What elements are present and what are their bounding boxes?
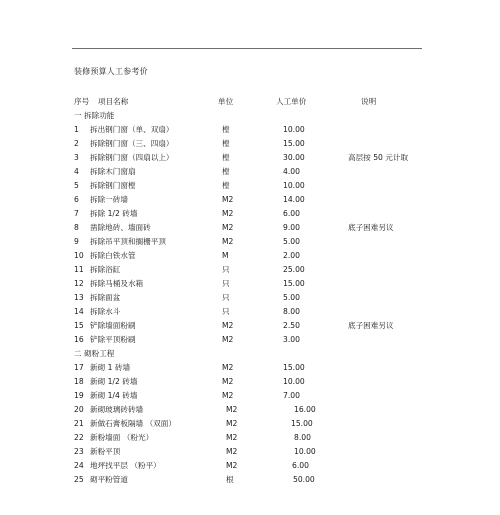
row-price: 2.00 <box>283 251 300 260</box>
row-seq: 18 <box>74 377 84 386</box>
row-unit: 樘 <box>222 125 230 134</box>
table-row <box>0 291 500 304</box>
document-title: 装修预算人工参考价 <box>74 67 148 76</box>
row-name: 地坪找平层 （粉平） <box>90 461 161 470</box>
table-row <box>0 459 500 472</box>
row-seq: 23 <box>74 447 84 456</box>
table-row <box>0 277 500 290</box>
row-name: 铲除平顶粉刷 <box>90 335 136 344</box>
row-seq: 25 <box>74 475 84 484</box>
table-row <box>0 445 500 458</box>
table-row <box>0 403 500 416</box>
row-name: 铲除墙面粉刷 <box>90 321 136 330</box>
section-masonry: 二 砌粉工程 <box>74 349 115 358</box>
row-unit: 樘 <box>222 153 230 162</box>
table-row <box>0 193 500 206</box>
row-name: 新砌玻璃砖砖墙 <box>90 405 144 414</box>
row-unit: M2 <box>222 391 234 400</box>
section-demolition: 一 拆除功能 <box>74 111 115 120</box>
row-seq: 22 <box>74 433 84 442</box>
row-seq: 19 <box>74 391 84 400</box>
table-row <box>0 137 500 150</box>
row-seq: 10 <box>74 251 84 260</box>
row-price: 3.00 <box>283 335 300 344</box>
row-price: 15.00 <box>283 139 305 148</box>
row-unit: M2 <box>222 335 234 344</box>
row-name: 拆除 1/2 砖墙 <box>90 209 138 218</box>
row-note: 底子困难另议 <box>348 321 394 330</box>
row-unit: 只 <box>222 293 230 302</box>
row-price: 6.00 <box>292 461 309 470</box>
table-row <box>0 417 500 430</box>
row-price: 6.00 <box>283 209 300 218</box>
row-name: 拆除钢门窗（三、四扇） <box>90 139 174 148</box>
row-price: 15.00 <box>283 279 305 288</box>
row-seq: 16 <box>74 335 84 344</box>
table-row <box>0 473 500 486</box>
row-name: 拆除白铁水管 <box>90 251 136 260</box>
row-unit: M2 <box>222 363 234 372</box>
row-unit: 只 <box>222 307 230 316</box>
row-price: 5.00 <box>283 237 300 246</box>
row-price: 50.00 <box>293 475 315 484</box>
table-row <box>0 431 500 444</box>
row-name: 新粉墙面 （粉光） <box>90 433 154 442</box>
table-row <box>0 221 500 234</box>
table-row <box>0 333 500 346</box>
row-name: 砌平粉管道 <box>90 475 128 484</box>
row-seq: 1 <box>74 125 79 134</box>
row-name: 拆除钢门窗（四扇以上） <box>90 153 174 162</box>
row-seq: 3 <box>74 153 79 162</box>
row-price: 30.00 <box>283 153 305 162</box>
row-note: 底子困难另议 <box>348 223 394 232</box>
row-name: 拆除一砖墙 <box>90 195 128 204</box>
row-price: 10.00 <box>283 125 305 134</box>
row-name: 新砌 1 砖墙 <box>90 363 131 372</box>
row-name: 拆除马桶及水箱 <box>90 279 144 288</box>
row-seq: 24 <box>74 461 84 470</box>
table-row <box>0 151 500 164</box>
row-seq: 5 <box>74 181 79 190</box>
row-price: 10.00 <box>283 377 305 386</box>
header-unit: 单位 <box>218 97 234 106</box>
row-seq: 13 <box>74 293 84 302</box>
row-name: 拆除木门窗扇 <box>90 167 136 176</box>
row-seq: 20 <box>74 405 84 414</box>
row-unit: M2 <box>226 419 238 428</box>
row-unit: 根 <box>226 475 234 484</box>
row-name: 凿除地砖、墙面砖 <box>90 223 151 232</box>
table-row <box>0 165 500 178</box>
row-seq: 14 <box>74 307 84 316</box>
top-rule <box>72 48 422 49</box>
row-name: 新做石膏板隔墙 （双面） <box>90 419 176 428</box>
row-unit: M2 <box>226 461 238 470</box>
row-name: 新砌 1/4 砖墙 <box>90 391 138 400</box>
row-seq: 11 <box>74 265 84 274</box>
table-row <box>0 235 500 248</box>
row-seq: 15 <box>74 321 84 330</box>
row-unit: M2 <box>226 433 238 442</box>
table-row <box>0 389 500 402</box>
row-unit: 樘 <box>222 139 230 148</box>
table-row <box>0 319 500 332</box>
row-name: 拆除吊平顶和搁栅平顶 <box>90 237 166 246</box>
table-row <box>0 249 500 262</box>
row-price: 10.00 <box>283 181 305 190</box>
table-row <box>0 207 500 220</box>
row-price: 25.00 <box>283 265 305 274</box>
row-unit: M2 <box>226 405 238 414</box>
row-price: 16.00 <box>294 405 316 414</box>
row-name: 拆出钢门窗（单、双扇） <box>90 125 174 134</box>
row-price: 5.00 <box>283 293 300 302</box>
row-unit: M <box>222 251 229 260</box>
table-row <box>0 123 500 136</box>
row-seq: 4 <box>74 167 79 176</box>
row-unit: M2 <box>226 447 238 456</box>
row-price: 2.50 <box>283 321 300 330</box>
row-seq: 2 <box>74 139 79 148</box>
row-price: 15.00 <box>291 419 313 428</box>
row-price: 10.00 <box>294 447 316 456</box>
row-unit: M2 <box>222 237 234 246</box>
header-seq: 序号 <box>74 97 90 106</box>
row-unit: 樘 <box>222 167 230 176</box>
row-unit: 樘 <box>222 181 230 190</box>
row-unit: M2 <box>222 209 234 218</box>
row-unit: 只 <box>222 265 230 274</box>
row-name: 新砌 1/2 砖墙 <box>90 377 138 386</box>
row-price: 15.00 <box>283 363 305 372</box>
row-price: 14.00 <box>283 195 305 204</box>
table-row <box>0 361 500 374</box>
row-seq: 6 <box>74 195 79 204</box>
header-price: 人工单价 <box>276 97 307 106</box>
row-seq: 8 <box>74 223 79 232</box>
header-name: 项目名称 <box>98 97 129 106</box>
header-note: 说明 <box>361 97 377 106</box>
row-seq: 17 <box>74 363 84 372</box>
row-seq: 21 <box>74 419 84 428</box>
table-row <box>0 179 500 192</box>
table-row <box>0 305 500 318</box>
row-price: 8.00 <box>294 433 311 442</box>
row-seq: 9 <box>74 237 79 246</box>
row-seq: 7 <box>74 209 79 218</box>
row-unit: M2 <box>222 195 234 204</box>
row-unit: M2 <box>222 223 234 232</box>
row-price: 7.00 <box>283 391 300 400</box>
row-price: 9.00 <box>283 223 300 232</box>
row-note: 高层按 50 元计取 <box>348 153 409 162</box>
row-name: 拆除水斗 <box>90 307 121 316</box>
row-unit: M2 <box>222 377 234 386</box>
row-unit: M2 <box>222 321 234 330</box>
row-price: 8.00 <box>283 307 300 316</box>
row-name: 拆除浴缸 <box>90 265 121 274</box>
row-name: 拆除面盆 <box>90 293 121 302</box>
row-unit: 只 <box>222 279 230 288</box>
row-price: 4.00 <box>283 167 300 176</box>
row-name: 拆除钢门窗樘 <box>90 181 136 190</box>
row-seq: 12 <box>74 279 84 288</box>
row-name: 新粉平顶 <box>90 447 121 456</box>
table-row <box>0 375 500 388</box>
table-header <box>0 95 500 108</box>
table-row <box>0 263 500 276</box>
